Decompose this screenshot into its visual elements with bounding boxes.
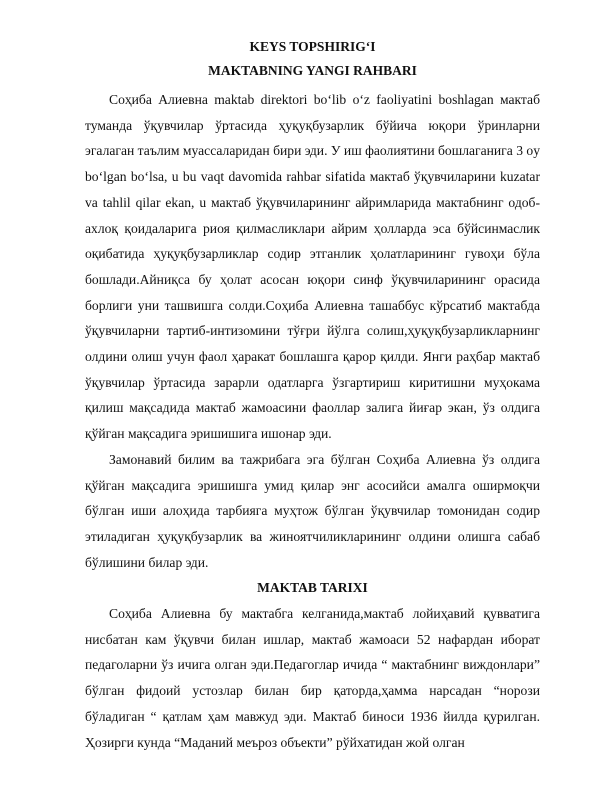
paragraph-goal: Замонавий билим ва тажрибага эга бўлган Соҳиба Алиевна ўз олдига қўйган мақсадига эришишга умид қилар энг асосийси амалга оширмоқчи бўлган иши алоҳида тарбияга муҳтож бўлган ўқувчилар томонидан содир этиладиган ҳуқуқбузарлик ва жиноятчиликларининг олдини олишга сабаб бўлишини билар эди. (85, 451, 540, 570)
section-title-history: MAKTAB TARIXI (257, 580, 368, 596)
paragraph-intro: Соҳиба Алиевна maktab direktori bo‘lib o‘z faoliyatini boshlagan мактаб туманда ўқувчилар ўртасида ҳуқуқбузарлик бўйича юқори ўринларни эгалаган таълим муассаларидан бири эди. У иш фаолиятини бошлаганига 3 oy bo‘lgan bo‘lsa, u bu vaqt davomida rahbar sifatida мактаб ўқувчиларини kuzatar va tahlil qilar ekan, u мактаб ўқувчиларининг айримларида мактабнинг одоб-ахлоқ қоидаларига риоя қилмасликлари айрим ҳолларда эса бўйсинмаслик оқибатида ҳуқуқбузарликлар содир этганлик ҳолатларининг гувоҳи бўла бошлади.Айниқса бу ҳолат асосан юқори синф ўқувчиларининг орасида борлиги уни ташвишга солди.Соҳиба Алиевна ташаббус кўрсатиб мактабда ўқувчиларни тартиб-интизомини тўғри йўлга солиш,ҳуқуқбузарликларнинг олдини олиш учун фаол ҳаракат бошлашга қарор қилди. Янги раҳбар мактаб ўқувчилар ўртасида зарарли одатларга ўзгартириш киритишни муҳокама қилиш мақсадида мактаб жамоасини фаоллар залига йиғар экан, ўз олдига қўйган мақсадига эришишига ишонар эди. (85, 92, 540, 442)
case-title: KEYS TOPSHIRIG‘I (249, 39, 376, 54)
paragraph-history: Соҳиба Алиевна бу мактабга келганида,мактаб лойиҳавий қувватига нисбатан кам ўқувчи билан ишлар, мактаб жамоаси 52 нафардан иборат педаголарни ўз ичига олган эди.Педагоглар ичида “ мактабнинг виждонлари” бўлган фидоий устозлар билан бир қаторда,ҳамма нарсадан “норози бўладиган “ қатлам ҳам мавжуд эди. Мактаб биноси 1936 йилда қурилган. Ҳозирги кунда “Маданий меъроз объекти” рўйхатидан жой олган (85, 606, 540, 750)
case-subtitle: MAKTABNING YANGI RAHBARI (208, 63, 417, 78)
